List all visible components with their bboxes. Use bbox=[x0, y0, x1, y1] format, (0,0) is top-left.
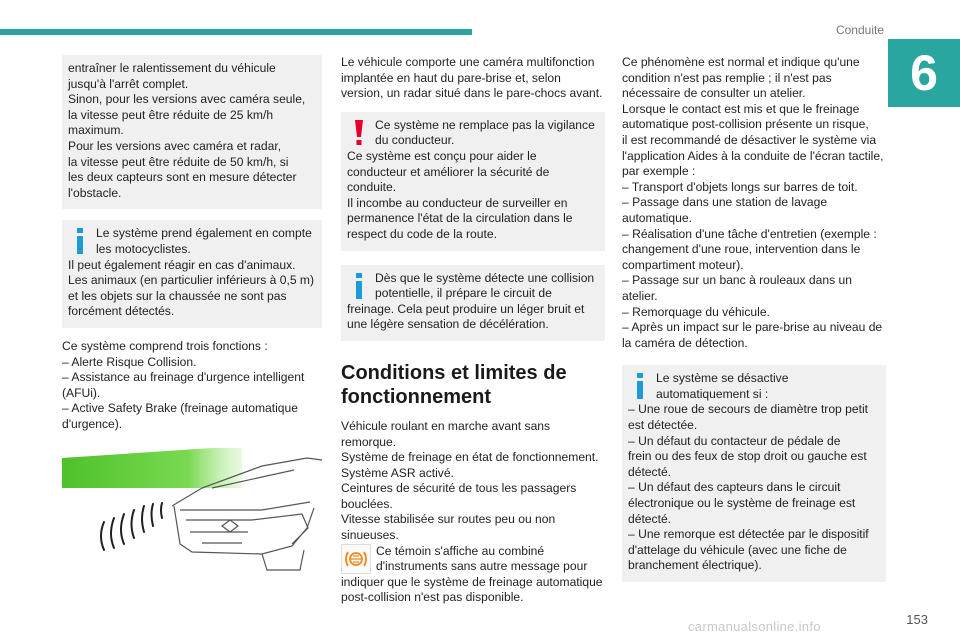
text-box bbox=[62, 55, 322, 209]
radar-waves bbox=[101, 503, 162, 550]
column-3 bbox=[622, 55, 886, 582]
note-line: freinage. Cela peut produire un léger bruit et bbox=[347, 301, 585, 316]
text-line: Vitesse stabilisée sur routes peu ou non bbox=[341, 512, 556, 527]
text-line: maximum. bbox=[68, 123, 124, 138]
main-paragraph bbox=[622, 55, 886, 351]
note-line: d'attelage du véhicule (avec une fiche de bbox=[628, 542, 847, 557]
note-line: du conducteur. bbox=[375, 133, 455, 148]
note-line: Dès que le système détecte une collision bbox=[375, 270, 595, 285]
text-line: – Réalisation d'une tâche d'entretien (exemple : bbox=[622, 226, 877, 241]
note-line: respect du code de la route. bbox=[347, 226, 497, 241]
text-line: bouclées. bbox=[341, 496, 393, 511]
text-line: la vitesse peut être réduite de 25 km/h bbox=[68, 107, 274, 122]
text-line: Ce phénomène est normal et indique qu'une bbox=[622, 55, 860, 69]
note-line: Le système prend également en compte bbox=[96, 226, 312, 241]
note-line: Le système se désactive bbox=[656, 371, 789, 386]
text-line: Système de freinage en état de fonctionnement. bbox=[341, 450, 599, 465]
detection-beam bbox=[62, 448, 242, 488]
info-note bbox=[341, 265, 605, 341]
note-line: conduite. bbox=[347, 180, 397, 195]
note-line: détecté. bbox=[628, 511, 672, 526]
text-line: l'obstacle. bbox=[68, 185, 122, 200]
text-line: automatique post-collision présente un risque, bbox=[622, 117, 869, 132]
note-line: branchement électrique). bbox=[628, 558, 762, 573]
text-line: nécessaire de consulter un atelier. bbox=[622, 86, 806, 101]
text-line: – Passage sur un banc à rouleaux dans un bbox=[622, 273, 852, 288]
note-line: Il incombe au conducteur de surveiller en bbox=[347, 195, 568, 210]
note-line: Ce système est conçu pour aider le bbox=[347, 148, 537, 163]
text-line: il est recommandé de désactiver le système via bbox=[622, 132, 877, 147]
section-heading bbox=[341, 361, 605, 409]
note-line: est détectée. bbox=[628, 418, 698, 433]
functions-list bbox=[62, 339, 322, 433]
note-line: automatiquement si : bbox=[656, 386, 769, 401]
column-1 bbox=[62, 55, 322, 578]
info-note bbox=[62, 220, 322, 328]
note-line: conducteur et améliorer la sécurité de bbox=[347, 164, 550, 179]
text-line: – Remorquage du véhicule. bbox=[622, 304, 770, 319]
text-line: d'urgence). bbox=[62, 416, 123, 431]
text-line: Le véhicule comporte une caméra multifonction bbox=[341, 55, 595, 69]
note-line: potentielle, il prépare le circuit de bbox=[375, 286, 552, 301]
note-line: – Une roue de secours de diamètre trop petit bbox=[628, 402, 868, 417]
text-line: Système ASR activé. bbox=[341, 465, 454, 480]
text-line: Ceintures de sécurité de tous les passagers bbox=[341, 481, 577, 496]
text-line: d'instruments sans autre message pour bbox=[376, 559, 588, 574]
text-line: Sinon, pour les versions avec caméra seule, bbox=[68, 92, 306, 107]
text-line: remorque. bbox=[341, 434, 397, 449]
note-line: frein ou des feux de stop droit ou gauche est bbox=[628, 449, 867, 464]
text-line: entraîner le ralentissement du véhicule bbox=[68, 61, 276, 75]
warning-note-head bbox=[347, 118, 598, 149]
text-line: – Passage dans une station de lavage bbox=[622, 195, 828, 210]
text-line: Lorsque le contact est mis et que le freinage bbox=[622, 101, 860, 116]
text-line: (AFUi). bbox=[62, 385, 101, 400]
text-line: atelier. bbox=[622, 288, 658, 303]
intro-paragraph bbox=[341, 55, 605, 102]
text-line: par exemple : bbox=[622, 164, 696, 179]
column-2 bbox=[341, 55, 605, 606]
note-line: Ce système ne remplace pas la vigilance bbox=[375, 117, 595, 132]
text-line: automatique. bbox=[622, 210, 692, 225]
lamp-note bbox=[341, 544, 605, 576]
note-line: et les objets sur la chaussée ne sont pas bbox=[68, 288, 287, 303]
conditions-list bbox=[341, 419, 605, 544]
note-line: – Un défaut des capteurs dans le circuit bbox=[628, 480, 841, 495]
note-line: Les animaux (en particulier inférieurs à 0,5 m) bbox=[68, 273, 315, 288]
text-line: implantée en haut du pare-brise et, selon bbox=[341, 70, 561, 85]
info-note-head bbox=[347, 271, 598, 302]
text-line: la vitesse peut être réduite de 50 km/h, si bbox=[68, 154, 289, 169]
text-line: – Alerte Risque Collision. bbox=[62, 354, 197, 369]
watermark: carmanualsonline.info bbox=[688, 619, 821, 634]
exclamation-icon bbox=[352, 120, 366, 146]
info-icon bbox=[633, 373, 647, 399]
text-line: condition n'est pas remplie ; il n'est pas bbox=[622, 70, 832, 85]
note-line: – Une remorque est détectée par le dispositif bbox=[628, 527, 869, 542]
note-line: forcément détectés. bbox=[68, 304, 175, 319]
note-line: permanence l'état de la circulation dans le bbox=[347, 211, 573, 226]
note-line: électronique ou le système de freinage est bbox=[628, 496, 856, 511]
page-number: 153 bbox=[906, 612, 928, 627]
note-line: – Un défaut du contacteur de pédale de bbox=[628, 433, 841, 448]
text-line: les deux capteurs sont en mesure détecter bbox=[68, 170, 297, 185]
text-line: – Après un impact sur le pare-brise au niveau de bbox=[622, 320, 883, 335]
text-line: – Active Safety Brake (freinage automatique bbox=[62, 401, 298, 416]
text-line: changement d'une roue, intervention dans le bbox=[622, 242, 861, 257]
text-line: Pour les versions avec caméra et radar, bbox=[68, 138, 282, 153]
note-line: détecté. bbox=[628, 464, 672, 479]
text-line: post-collision n'est pas disponible. bbox=[341, 590, 524, 605]
heading-line: fonctionnement bbox=[341, 385, 491, 408]
text-line: indiquer que le système de freinage automatique bbox=[341, 574, 603, 589]
info-icon bbox=[73, 228, 87, 254]
info-note-head bbox=[68, 226, 315, 257]
info-icon bbox=[352, 273, 366, 299]
text-line: jusqu'à l'arrêt complet. bbox=[68, 76, 189, 91]
info-note-head bbox=[628, 371, 879, 402]
warning-note bbox=[341, 112, 605, 251]
chapter-number: 6 bbox=[888, 39, 960, 107]
text-line: l'application Aides à la conduite de l'écran tactile, bbox=[622, 148, 884, 163]
info-note bbox=[622, 365, 886, 582]
text-line: compartiment moteur). bbox=[622, 257, 744, 272]
text-line: Ce témoin s'affiche au combiné bbox=[376, 543, 545, 558]
text-line: – Transport d'objets longs sur barres de toit. bbox=[622, 179, 858, 194]
car-illustration bbox=[62, 448, 324, 578]
top-accent-bar bbox=[0, 29, 472, 35]
heading-line: Conditions et limites de bbox=[341, 361, 567, 384]
brake-warning-lamp-icon bbox=[341, 544, 371, 574]
note-line: Il peut également réagir en cas d'animaux. bbox=[68, 257, 296, 272]
text-line: Ce système comprend trois fonctions : bbox=[62, 338, 268, 353]
text-line: version, un radar situé dans le pare-chocs avant. bbox=[341, 86, 603, 101]
text-line: – Assistance au freinage d'urgence intelligent bbox=[62, 370, 305, 385]
text-line: sinueuses. bbox=[341, 528, 399, 543]
note-line: les motocyclistes. bbox=[96, 241, 191, 256]
text-line: la caméra de détection. bbox=[622, 335, 748, 350]
section-title: Conduite bbox=[835, 23, 884, 37]
text-line: Véhicule roulant en marche avant sans bbox=[341, 418, 551, 433]
note-line: une légère sensation de décélération. bbox=[347, 317, 549, 332]
